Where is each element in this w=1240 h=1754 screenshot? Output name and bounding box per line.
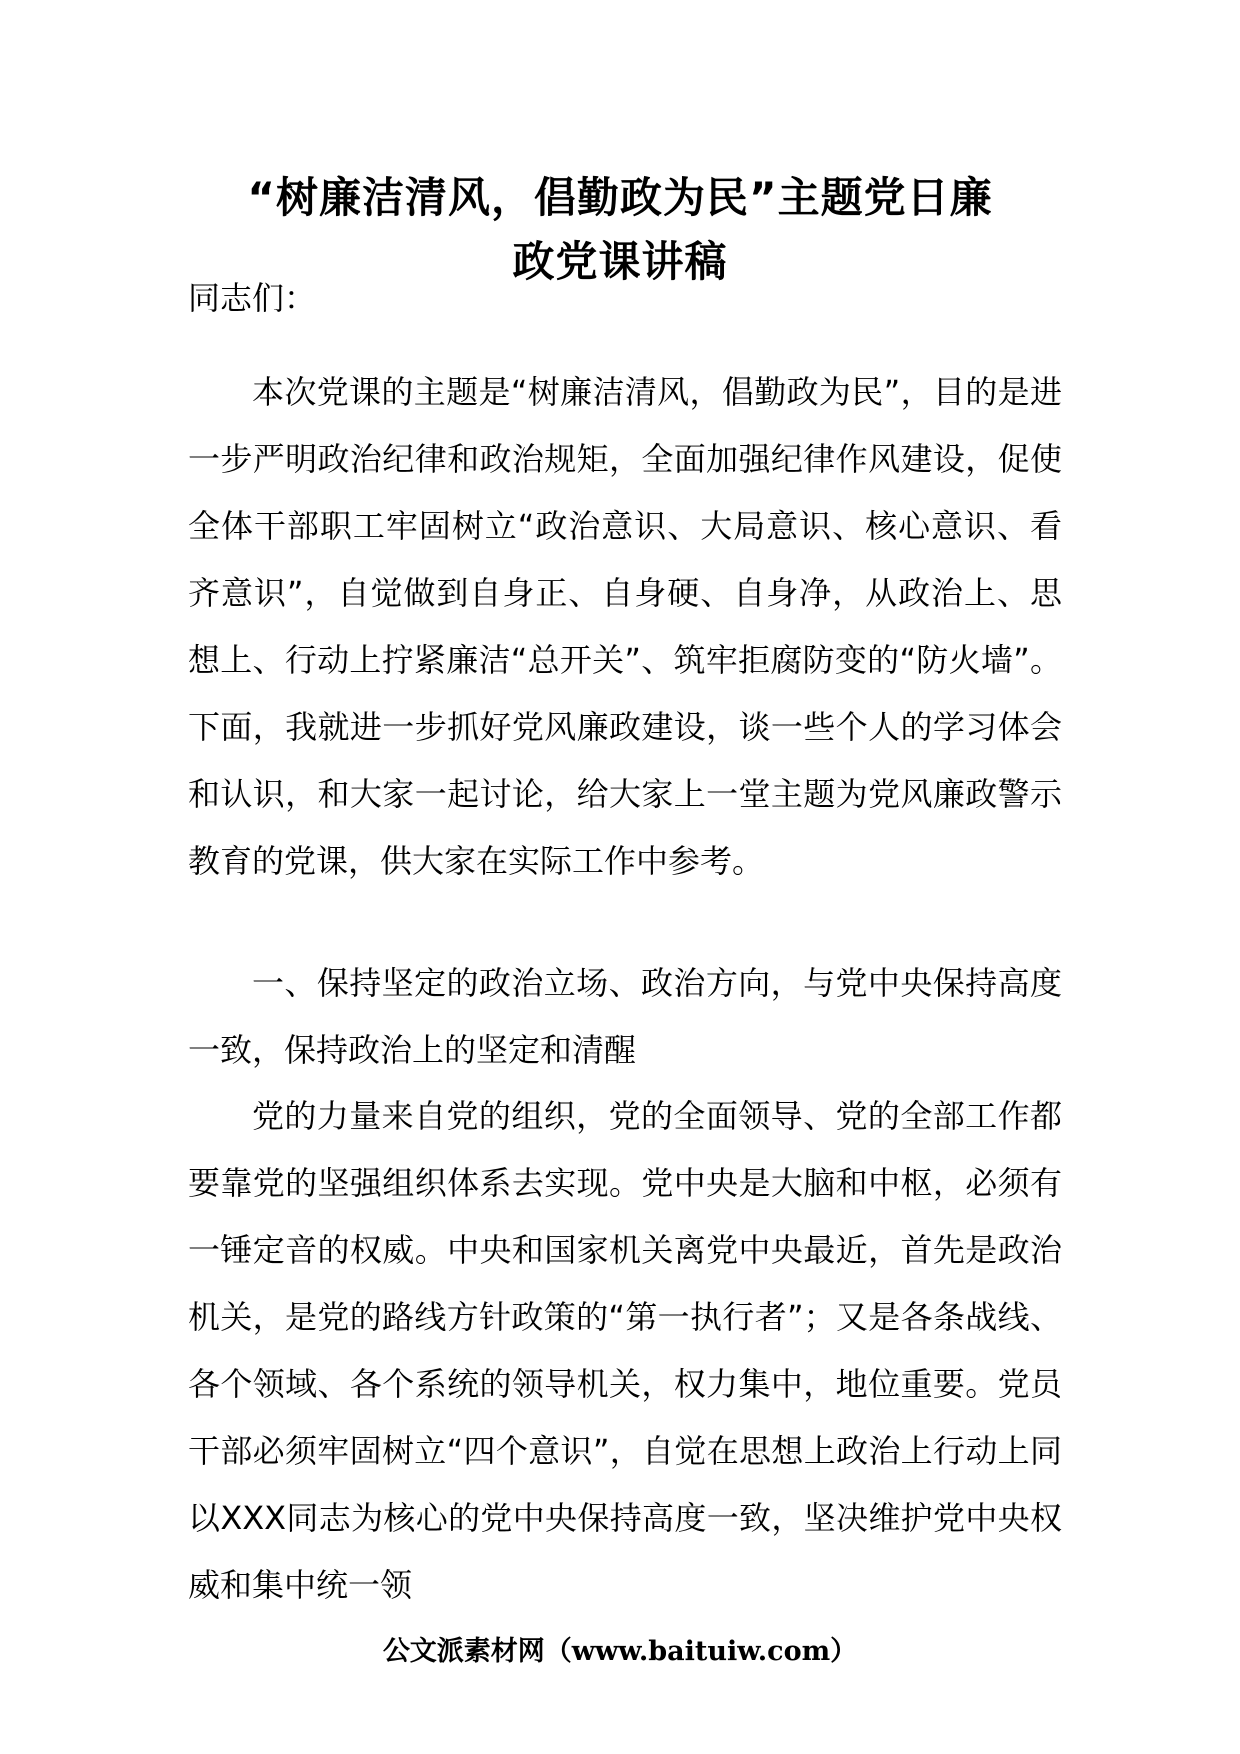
section-heading-1: 一、保持坚定的政治立场、政治方向，与党中央保持高度一致，保持政治上的坚定和清醒 [188, 964, 1062, 1069]
salutation: 同志们： [188, 279, 317, 317]
footer-watermark: 公文派素材网（www.baituiw.com） [382, 1636, 858, 1667]
title-line-1: “树廉洁清风，倡勤政为民”主题党日廉 [247, 173, 993, 222]
section-1-paragraph: 党的力量来自党的组织，党的全面领导、党的全部工作都要靠党的坚强组织体系去实现。党中央是大脑和中枢，必须有一锤定音的权威。中央和国家机关离党中央最近，首先是政治机关，是党的路线方针政策的“第一执行者”；又是各条战线、各个领域、各个系统的领导机关，权力集中，地位重要。党员干部必须牢固树立“四个意识”，自觉在思想上政治上行动上同以XXX同志为核心的党中央保持高度一致，坚决维护党中央权威和集中统一领 [188, 1097, 1062, 1604]
intro-paragraph: 本次党课的主题是“树廉洁清风，倡勤政为民”，目的是进一步严明政治纪律和政治规矩，全面加强纪律作风建设，促使全体干部职工牢固树立“政治意识、大局意识、核心意识、看齐意识”，自觉做到自身正、自身硬、自身净，从政治上、思想上、行动上拧紧廉洁“总开关”、筑牢拒腐防变的“防火墙”。下面，我就进一步抓好党风廉政建设，谈一些个人的学习体会和认识，和大家一起讨论，给大家上一堂主题为党风廉政警示教育的党课，供大家在实际工作中参考。 [188, 373, 1062, 880]
title-line-2: 政党课讲稿 [512, 237, 728, 286]
